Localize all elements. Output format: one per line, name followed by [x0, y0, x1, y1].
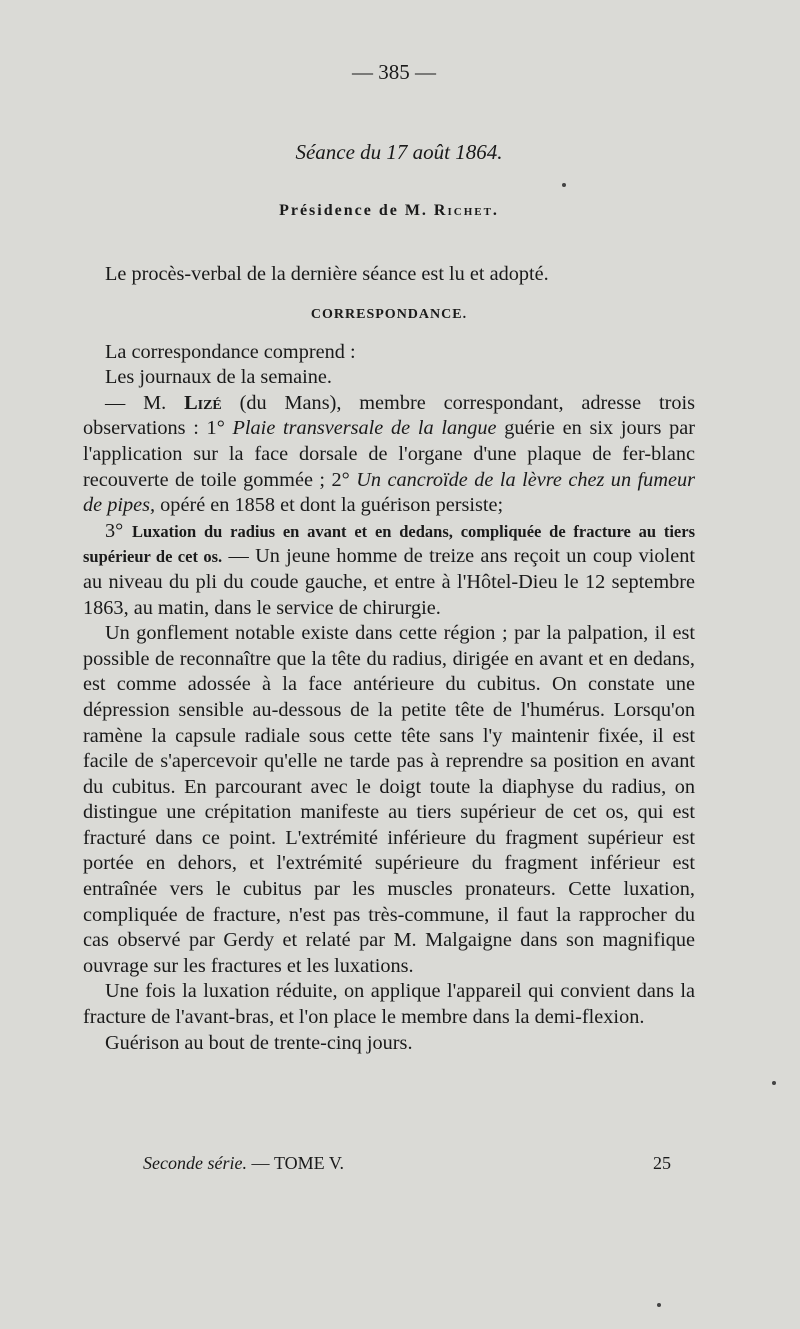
- presidence-prefix: Présidence de M.: [279, 202, 434, 219]
- lize-name: Lizé: [184, 391, 222, 414]
- presidence-line: [83, 202, 695, 220]
- page-footer: [143, 1153, 671, 1174]
- luxation-number: 3°: [105, 519, 132, 542]
- lize-dash: — M.: [105, 391, 185, 414]
- lize-paragraph: [83, 391, 695, 519]
- luxation-paragraph: [83, 519, 695, 621]
- gonflement-paragraph: Un gonflement notable existe dans cette région ; par la palpation, il est possible de reconnaître que la tête du radius, dirigée en avant et en dedans, est comme adossée à la face antérieure du cubitus. On constate une dépression sensible au-dessous de la petite tête de l'humérus. Lorsqu'on ramène la capsule radiale sous cette tête sans l'y maintenir fixée, il est facile de s'apercevoir qu'elle ne tarde pas à reprendre sa position en avant du cubitus. En parcourant avec le doigt toute la diaphyse du radius, on distingue une crépitation manifeste au tiers supérieur de cet os, qui est fracturé dans ce point. L'extrémité inférieure du fragment supérieur est portée en dehors, et l'extrémité supérieure du fragment inférieur est entraînée vers le cubitus par les muscles pronateurs. Cette luxation, compliquée de fracture, n'est pas très-commune, il faut la rapprocher du cas observé par Gerdy et relaté par M. Malgaigne dans son magnifique ouvrage sur les fractures et les luxations.: [83, 622, 695, 977]
- presidence-name: Richet.: [433, 202, 499, 219]
- speck-mark: [562, 183, 566, 187]
- reduite-paragraph: Une fois la luxation réduite, on applique l'appareil qui convient dans la fracture de l'avant-bras, et l'on place le membre dans la demi-flexion.: [83, 980, 695, 1029]
- correspondance-line-1: La correspondance comprend :: [105, 340, 356, 363]
- luxation-title: Luxation du radius en avant et en dedans, compliquée de fracture au tiers supérieur de cet os.: [83, 521, 695, 567]
- speck-mark: [657, 1303, 661, 1307]
- footer-signature: 25: [653, 1153, 671, 1173]
- footer-dash: —: [246, 1153, 274, 1173]
- guerison-paragraph: Guérison au bout de trente-cinq jours.: [105, 1031, 413, 1054]
- page-content: [83, 60, 695, 1056]
- footer-tome: TOME V.: [273, 1153, 344, 1173]
- lize-text-3: opéré en 1858 et dont la guérison persiste;: [155, 494, 504, 517]
- page-number: — 385 —: [352, 60, 436, 84]
- lize-italic-2: Un cancroïde de la lèvre chez un fumeur de pipes,: [83, 468, 695, 517]
- seance-date: Séance du 17 août 1864.: [295, 140, 503, 164]
- lize-text-2: guérie en six jours par l'application sur la face dorsale de l'organe d'une plaque de fer-blanc recouverte de toile gommée ; 2°: [83, 417, 695, 491]
- correspondance-heading: CORRESPONDANCE.: [310, 306, 468, 322]
- speck-mark: [772, 1081, 776, 1085]
- footer-series-block: [143, 1153, 344, 1174]
- lize-italic-1: Plaie transversale de la langue: [232, 417, 497, 440]
- lize-text-1: (du Mans), membre correspondant, adresse trois observations : 1°: [83, 391, 695, 440]
- luxation-text: — Un jeune homme de treize ans reçoit un coup violent au niveau du pli du coude gauche, et entre à l'Hôtel-Dieu le 12 septembre 1863, au matin, dans le service de chirurgie.: [83, 545, 695, 619]
- correspondance-line-2: Les journaux de la semaine.: [105, 366, 332, 389]
- footer-series: Seconde série.: [143, 1153, 247, 1173]
- proces-verbal-paragraph: Le procès-verbal de la dernière séance est lu et adopté.: [105, 263, 549, 285]
